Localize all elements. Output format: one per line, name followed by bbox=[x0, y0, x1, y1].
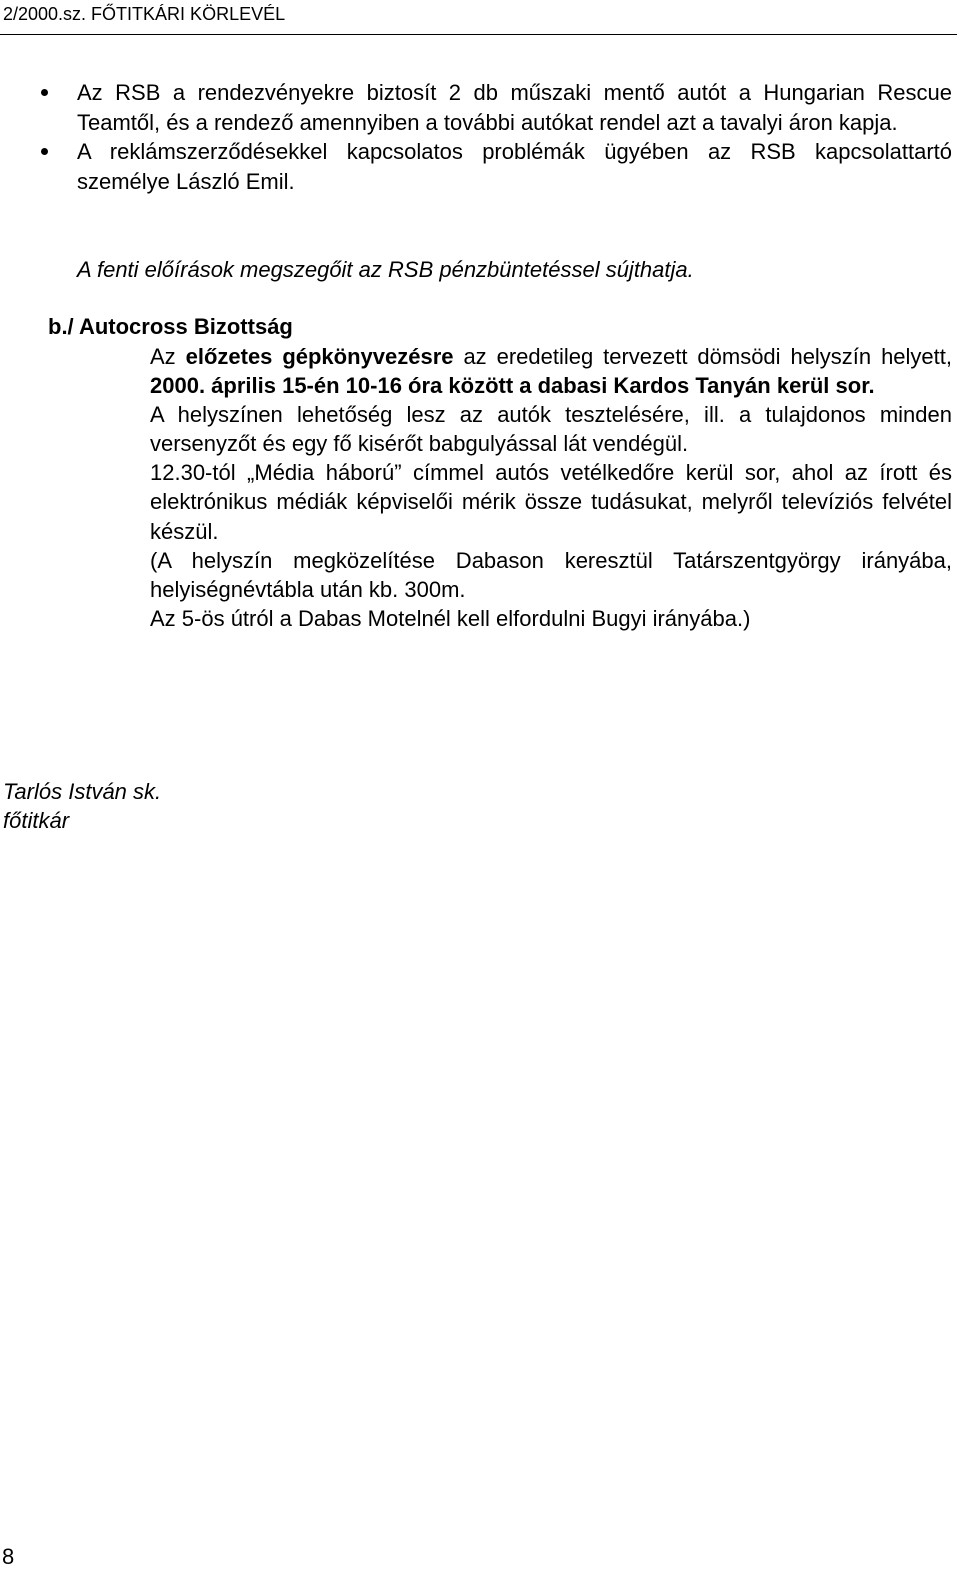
bold-text: előzetes gépkönyvezésre bbox=[185, 344, 454, 369]
signature-name: Tarlós István sk. bbox=[3, 779, 162, 804]
bullet-text: A reklámszerződésekkel kapcsolatos problémák ügyében az RSB kapcsolattartó személye László Emil. bbox=[77, 139, 952, 194]
paragraph-venue: A helyszínen lehetőség lesz az autók tesztelésére, ill. a tulajdonos minden versenyzőt és egy fő kisérőt babgulyással lát vendégül. bbox=[150, 402, 952, 457]
section-heading: b./ Autocross Bizottság bbox=[48, 314, 293, 339]
paragraph-media-war: 12.30-tól „Média háború” címmel autós vetélkedőre kerül sor, ahol az írott és elektrónikus médiák képviselői mérik össze tudásukat, melyről televíziós felvétel készül. bbox=[150, 460, 952, 544]
penalty-note: A fenti előírások megszegőit az RSB pénzbüntetéssel sújthatja. bbox=[77, 257, 694, 282]
list-item bbox=[0, 137, 952, 196]
bullet-text: Az RSB a rendezvényekre biztosít 2 db műszaki mentő autót a Hungarian Rescue Teamtől, és a rendező amennyiben a további autókat rendel azt a tavalyi áron kapja. bbox=[77, 80, 952, 135]
bullet-icon bbox=[41, 148, 48, 155]
bold-text: 2000. április 15-én 10-16 óra között a dabasi Kardos Tanyán kerül sor. bbox=[150, 373, 875, 399]
list-item bbox=[0, 78, 952, 137]
paragraph-route: Az 5-ös útról a Dabas Motelnél kell elfordulni Bugyi irányába.) bbox=[150, 605, 751, 631]
header-divider bbox=[0, 34, 957, 35]
text-run: az eredetileg tervezett dömsödi helyszín helyett, bbox=[453, 344, 952, 369]
signature-block bbox=[3, 777, 161, 835]
bullet-icon bbox=[41, 89, 48, 96]
page-number: 8 bbox=[2, 1544, 15, 1569]
paragraph-registration bbox=[150, 342, 952, 400]
document-header: 2/2000.sz. FŐTITKÁRI KÖRLEVÉL bbox=[3, 4, 286, 24]
signature-role: főtitkár bbox=[3, 808, 70, 833]
paragraph-directions: (A helyszín megközelítése Dabason keresztül Tatárszentgyörgy irányába, helyiségnévtábla után kb. 300m. bbox=[150, 547, 952, 602]
bullet-list bbox=[0, 78, 960, 196]
section-body bbox=[150, 342, 952, 633]
text-run: Az bbox=[150, 344, 186, 369]
